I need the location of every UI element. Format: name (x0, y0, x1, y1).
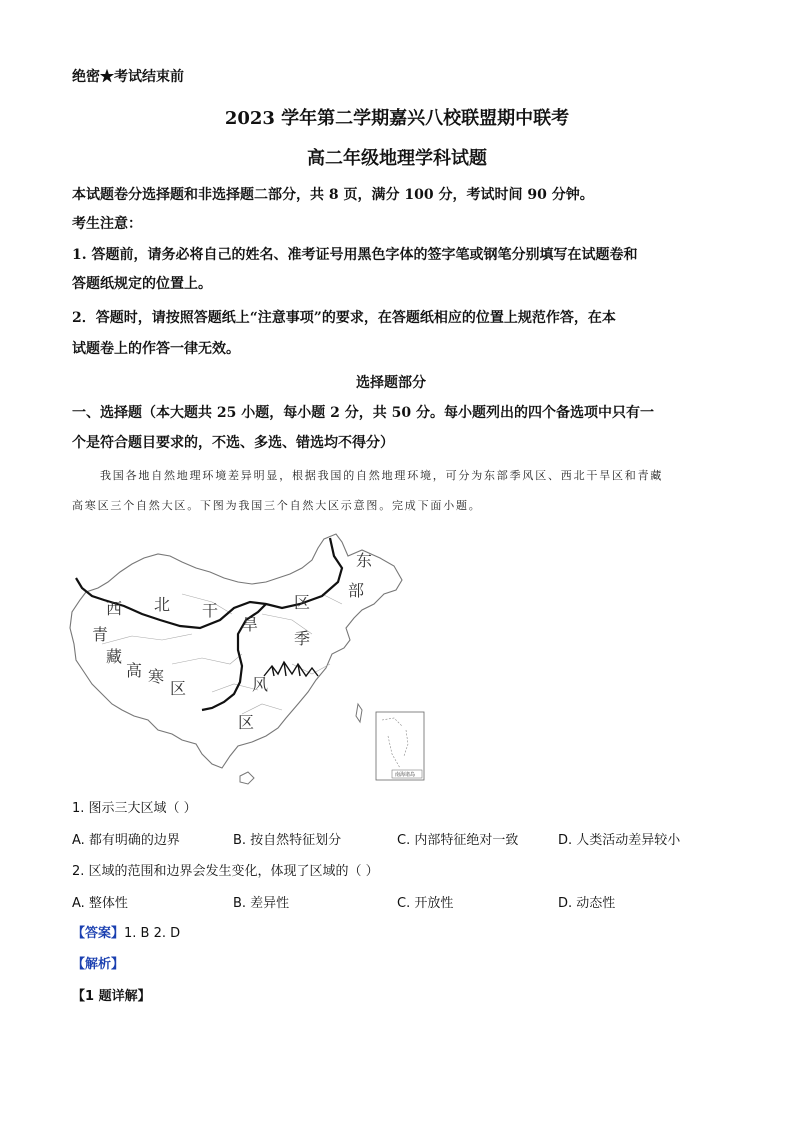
notice-item-2-cont: 试题卷上的作答一律无效。 (72, 341, 240, 357)
island-hainan (240, 772, 254, 784)
question-2-stem: 2. 区域的范围和边界会发生变化，体现了区域的（ ） (72, 864, 379, 879)
exam-subtitle: 高二年级地理学科试题 (307, 148, 487, 169)
mountain-icon (264, 662, 318, 676)
map-label-qing: 青 (92, 625, 109, 644)
island-taiwan (356, 704, 362, 722)
analysis-label: 【解析】 (72, 957, 125, 972)
map-label-dong: 东 (356, 551, 373, 570)
passage-line-2: 高寒区三个自然大区。下图为我国三个自然大区示意图。完成下面小题。 (72, 499, 482, 512)
map-label-qu-tibet: 区 (170, 679, 187, 698)
notice-item-2: 2．答题时，请按照答题纸上“注意事项”的要求，在答题纸相应的位置上规范作答，在本 (72, 310, 616, 326)
map-label-feng: 风 (252, 675, 269, 694)
inset-label: 南海诸岛 (395, 772, 416, 778)
section-heading-cont: 个是符合题目要求的，不选、多选、错选均不得分） (72, 435, 394, 451)
question-1-option-c: C. 内部特征绝对一致 (397, 833, 519, 848)
intro-text: 本试题卷分选择题和非选择题二部分，共 8 页，满分 100 分，考试时间 90 分钟。 (72, 187, 594, 203)
map-label-zang: 藏 (106, 647, 123, 666)
answer-label: 【答案】 (72, 926, 125, 941)
map-label-qu-east: 区 (238, 713, 255, 732)
question-2-option-a: A. 整体性 (72, 896, 128, 911)
question-1-option-b: B. 按自然特征划分 (233, 833, 342, 848)
map-label-hanc: 寒 (148, 667, 165, 686)
question-2-option-d: D. 动态性 (558, 896, 616, 911)
south-china-sea-inset (376, 712, 424, 780)
notice-item-1-cont: 答题纸规定的位置上。 (72, 276, 212, 292)
answer-text: 1. B 2. D (124, 926, 181, 941)
map-label-qu-northwest: 区 (294, 593, 311, 612)
map-label-gao: 高 (126, 661, 143, 680)
map-label-han: 旱 (242, 615, 259, 634)
question-1-option-a: A. 都有明确的边界 (72, 833, 180, 848)
confidential-mark: 绝密★考试结束前 (72, 69, 184, 85)
question-2-option-c: C. 开放性 (397, 896, 454, 911)
question-1-option-d: D. 人类活动差异较小 (558, 833, 681, 848)
question-1-stem: 1. 图示三大区域（ ） (72, 801, 197, 816)
analysis-detail-heading: 【1 题详解】 (72, 989, 151, 1004)
exam-title: 2023 学年第二学期嘉兴八校联盟期中联考 (224, 108, 570, 129)
map-label-gan: 干 (202, 601, 219, 620)
map-label-bei: 北 (154, 595, 171, 614)
china-regions-map (62, 524, 482, 794)
map-label-xi: 西 (106, 599, 123, 618)
section-title: 选择题部分 (356, 375, 426, 391)
map-label-bu: 部 (348, 581, 365, 600)
notice-item-1: 1. 答题前，请务必将自己的姓名、准考证号用黑色字体的签字笔或钢笔分别填写在试题卷和 (72, 247, 638, 263)
map-label-ji: 季 (294, 629, 311, 648)
passage-line-1: 我国各地自然地理环境差异明显，根据我国的自然地理环境，可分为东部季风区、西北干旱区和青藏 (100, 469, 664, 482)
question-2-option-b: B. 差异性 (233, 896, 290, 911)
answer-line (72, 922, 180, 941)
notice-title: 考生注意： (72, 216, 142, 232)
section-heading: 一、选择题（本大题共 25 小题，每小题 2 分，共 50 分。每小题列出的四个备选项中只有一 (72, 405, 654, 421)
